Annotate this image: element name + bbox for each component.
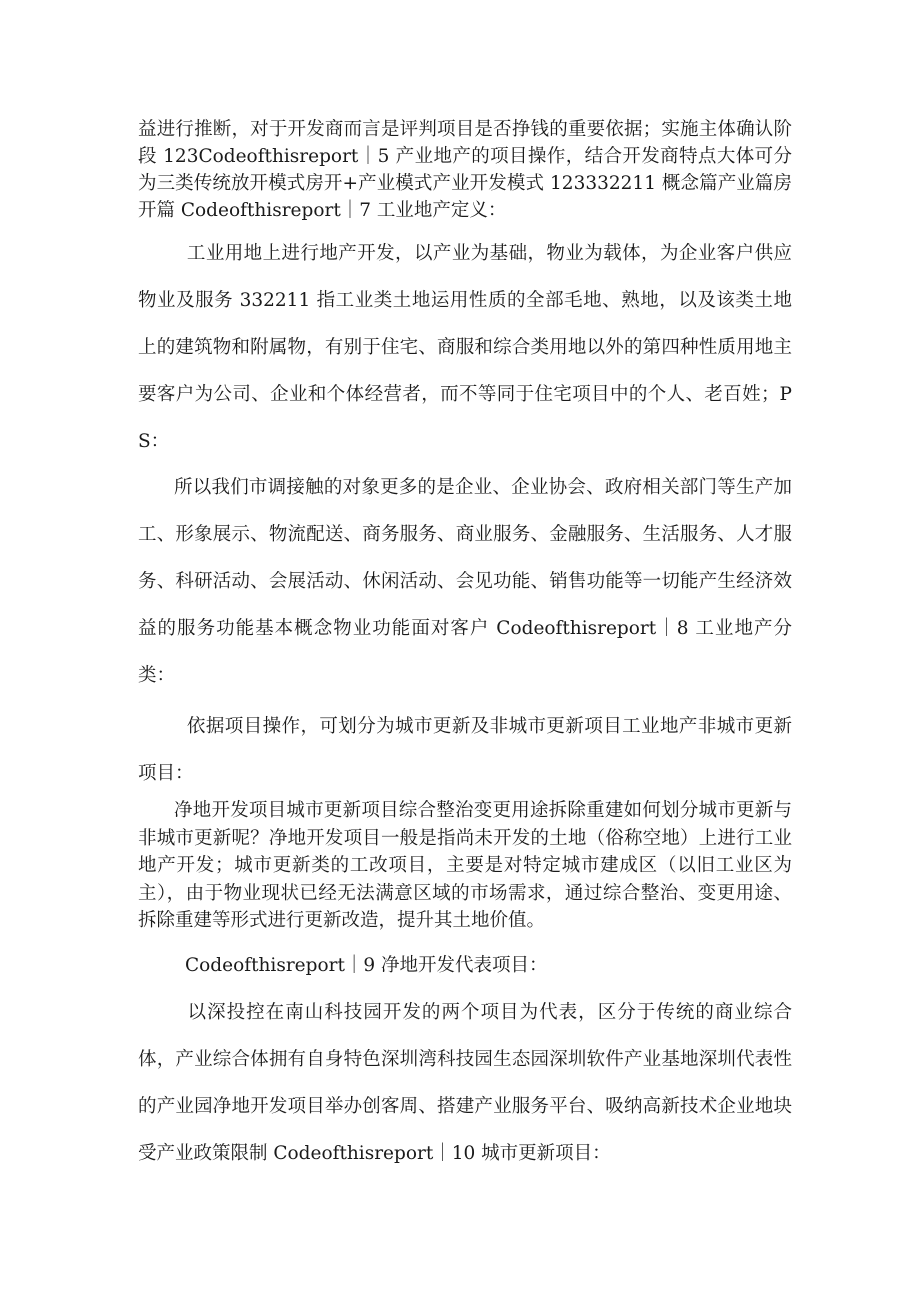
- paragraph-5: 净地开发项目城市更新项目综合整治变更用途拆除重建如何划分城市更新与非城市更新呢？净地开发项目一般是指尚未开发的土地（俗称空地）上进行工业地产开发；城市更新类的工改项目，主要是对特定城市建成区（以旧工业区为主），由于物业现状已经无法满意区域的市场需求，通过综合整治、变更用途、拆除重建等形式进行更新改造，提升其土地价值。: [138, 800, 792, 931]
- paragraph-4: 依据项目操作，可划分为城市更新及非城市更新项目工业地产非城市更新项目：: [138, 716, 792, 784]
- paragraph-2: 工业用地上进行地产开发，以产业为基础，物业为载体，为企业客户供应物业及服务 332211 指工业类土地运用性质的全部毛地、熟地，以及该类土地上的建筑物和附属物，有别于住宅、商服和综合类用地以外的第四种性质用地主要客户为公司、企业和个体经营者，而不等同于住宅项目中的个人、老百姓；PS：: [138, 243, 792, 452]
- paragraph-7: 以深投控在南山科技园开发的两个项目为代表，区分于传统的商业综合体，产业综合体拥有自身特色深圳湾科技园生态园深圳软件产业基地深圳代表性的产业园净地开发项目举办创客周、搭建产业服务平台、吸纳高新技术企业地块受产业政策限制 Codeofthisreport｜10 城市更新项目：: [138, 1002, 792, 1164]
- paragraph-6: Codeofthisreport｜9 净地开发代表项目：: [185, 955, 548, 976]
- paragraph-3: 所以我们市调接触的对象更多的是企业、企业协会、政府相关部门等生产加工、形象展示、物流配送、商务服务、商业服务、金融服务、生活服务、人才服务、科研活动、会展活动、休闲活动、会见功能、销售功能等一切能产生经济效益的服务功能基本概念物业功能面对客户 Codeofthisreport｜8 工业地产分类：: [138, 477, 792, 686]
- paragraph-1: 益进行推断，对于开发商而言是评判项目是否挣钱的重要依据；实施主体确认阶段 123Codeofthisreport｜5 产业地产的项目操作，结合开发商特点大体可分为三类传统放开模式房开+产业模式产业开发模式 123332211 概念篇产业篇房开篇 Codeofthisreport｜7 工业地产定义：: [138, 119, 792, 221]
